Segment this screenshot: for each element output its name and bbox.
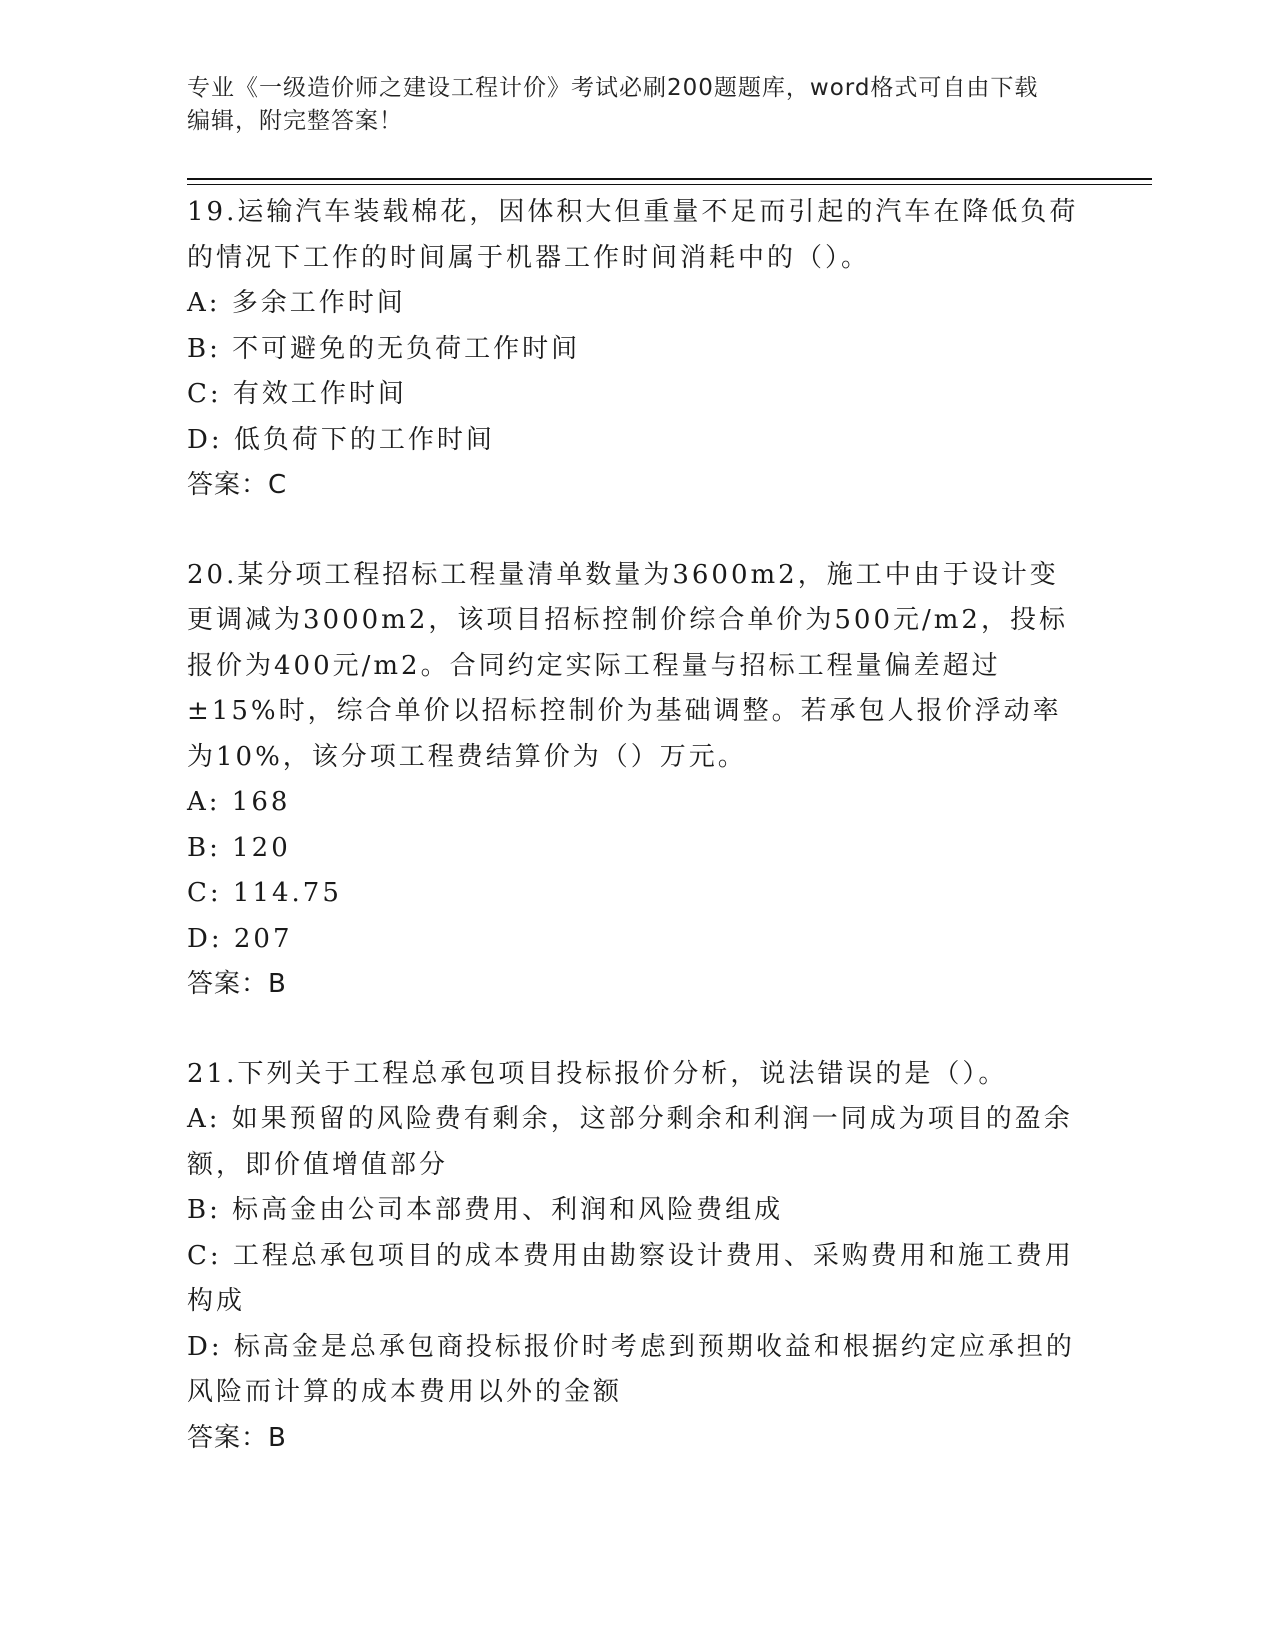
option-a: A: 如果预留的风险费有剩余，这部分剩余和利润一同成为项目的盈余额，即价值增值部分: [187, 1104, 1073, 1180]
question-stem: 21.下列关于工程总承包项目投标报价分析，说法错误的是（）。: [187, 1058, 1008, 1089]
option-b: B: 120: [187, 832, 291, 863]
header-line-2: 编辑，附完整答案！: [187, 108, 403, 134]
header-line-1: 专业《一级造价师之建设工程计价》考试必刷200题题库，word格式可自由下载: [187, 75, 1039, 101]
question-list: [187, 190, 1087, 1461]
answer: 答案：B: [187, 969, 287, 999]
option-a: A: 多余工作时间: [187, 288, 406, 318]
question-stem: 20.某分项工程招标工程量清单数量为3600m2，施工中由于设计变更调减为3000m2，该项目招标控制价综合单价为500元/m2，投标报价为400元/m2。合同约定实际工程量与招标工程量偏差超过±15%时，综合单价以招标控制价为基础调整。若承包人报价浮动率为10%，该分项工程费结算价为（）万元。: [187, 559, 1068, 772]
option-b: B: 不可避免的无负荷工作时间: [187, 333, 581, 364]
option-c: C: 有效工作时间: [187, 379, 407, 409]
option-d: D: 标高金是总承包商投标报价时考虑到预期收益和根据约定应承担的风险而计算的成本费用以外的金额: [187, 1331, 1075, 1407]
option-d: D: 低负荷下的工作时间: [187, 424, 495, 455]
option-c: C: 工程总承包项目的成本费用由勘察设计费用、采购费用和施工费用构成: [187, 1240, 1074, 1316]
header-rule-thin: [187, 184, 1152, 185]
option-b: B: 标高金由公司本部费用、利润和风险费组成: [187, 1195, 784, 1225]
question-stem: 19.运输汽车装载棉花，因体积大但重量不足而引起的汽车在降低负荷的情况下工作的时间属于机器工作时间消耗中的（）。: [187, 197, 1079, 273]
option-a: A: 168: [187, 787, 291, 817]
document-header: [187, 72, 1077, 138]
option-d: D: 207: [187, 923, 293, 954]
answer: 答案：B: [187, 1422, 287, 1453]
question-21: [187, 1052, 1087, 1462]
option-c: C: 114.75: [187, 878, 342, 908]
question-19: [187, 190, 1087, 509]
header-rule-thick: [187, 178, 1152, 180]
question-20: [187, 553, 1087, 1008]
answer: 答案：C: [187, 470, 288, 500]
